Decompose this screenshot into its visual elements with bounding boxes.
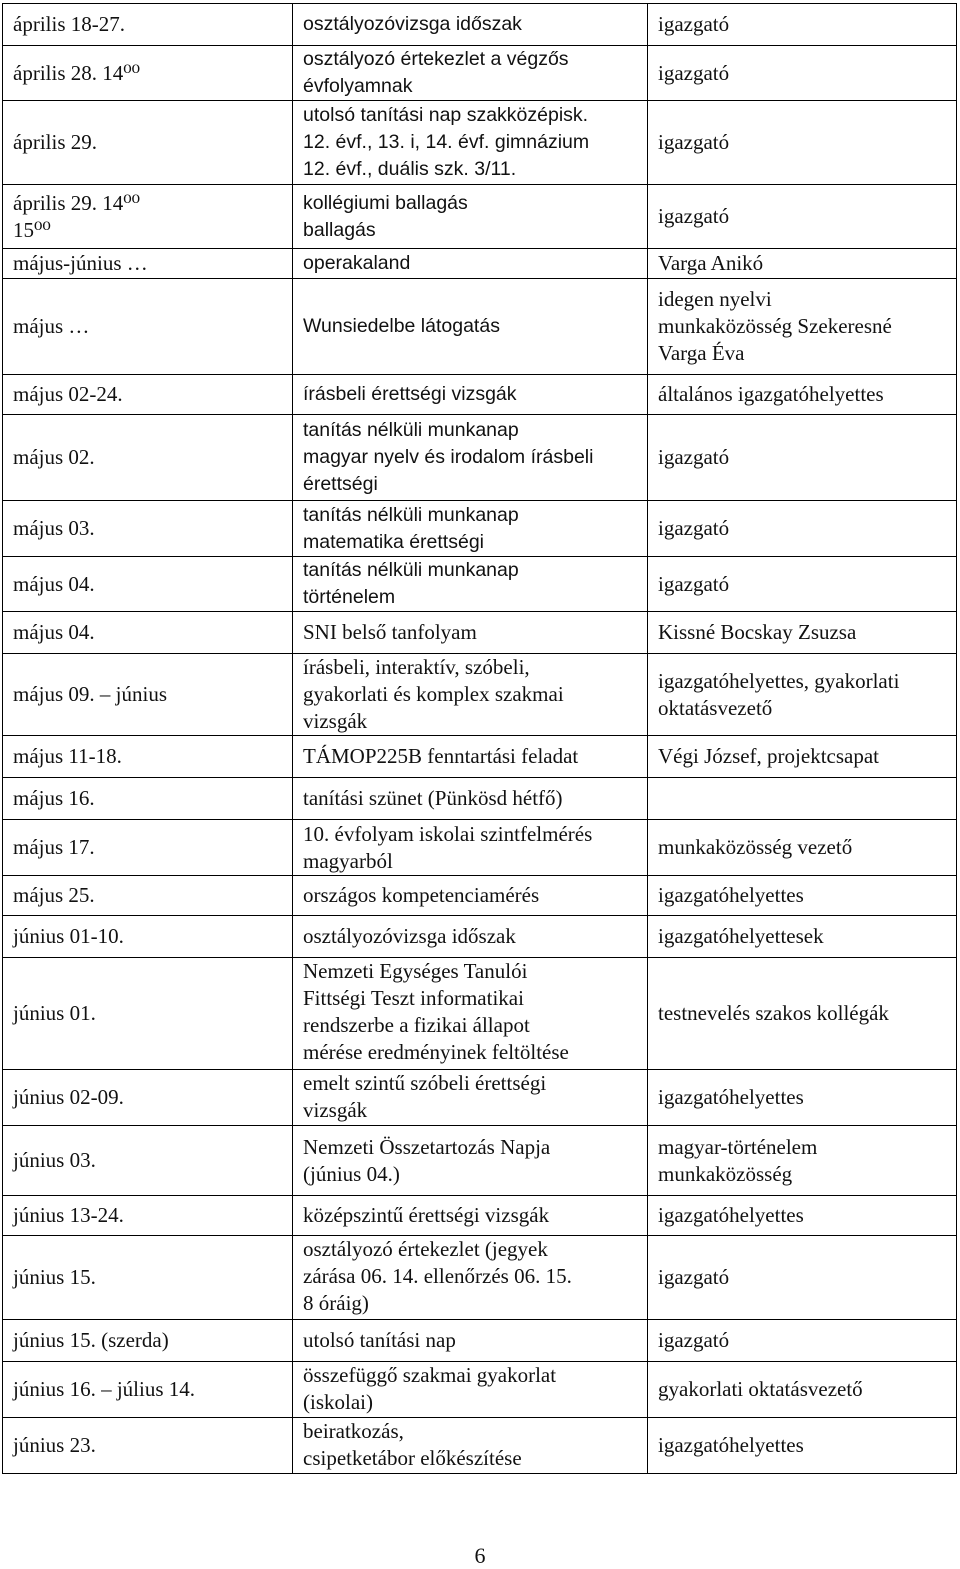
responsible-line: igazgatóhelyettes [658,1203,804,1227]
event-cell [293,557,648,612]
event-line: osztályozó értekezlet (jegyek [303,1237,548,1261]
date-cell [3,279,293,375]
event-line: Fittségi Teszt informatikai [303,986,524,1010]
event-cell [293,876,648,916]
date-line: május 09. – június [13,682,168,706]
event-cell [293,185,648,249]
event-line: TÁMOP225B fenntartási feladat [303,744,579,768]
event-line: vizsgák [303,709,368,733]
responsible-line: igazgatóhelyettesek [658,924,824,948]
table-row [3,654,957,736]
date-cell [3,101,293,185]
responsible-line: magyar-történelem [658,1134,818,1159]
event-line: évfolyamnak [303,75,413,97]
responsible-cell [648,1196,957,1236]
table-row [3,736,957,778]
event-line: Nemzeti Egységes Tanulói [303,959,528,983]
responsible-cell [648,736,957,778]
event-cell [293,101,648,185]
event-line: középszintű érettségi vizsgák [303,1203,550,1227]
responsible-line: igazgatóhelyettes [658,1085,804,1109]
table-row [3,876,957,916]
event-line: Nemzeti Összetartozás Napja [303,1134,551,1159]
date-line: június 15. (szerda) [13,1328,169,1352]
event-cell [293,736,648,778]
date-cell [3,1362,293,1418]
responsible-cell [648,1126,957,1196]
responsible-line: munkaközösség Szekeresné [658,314,892,338]
event-line: magyarból [303,848,393,873]
responsible-cell [648,46,957,101]
responsible-cell [648,101,957,185]
responsible-cell [648,820,957,876]
date-line: május 17. [13,835,95,859]
date-line: május 04. [13,571,95,596]
event-cell [293,501,648,557]
responsible-line: gyakorlati oktatásvezető [658,1377,863,1401]
responsible-line: igazgató [658,60,730,85]
event-line: tanítás nélküli munkanap [303,559,519,581]
date-line: április 18-27. [13,12,125,36]
date-cell [3,185,293,249]
table-row [3,778,957,820]
event-line: operakaland [303,252,411,274]
date-line: április 29. 14⁰⁰ [13,190,141,215]
date-line: május 02. [13,445,95,469]
date-cell [3,249,293,279]
table-row [3,46,957,101]
responsible-line: igazgatóhelyettes, gyakorlati [658,668,900,693]
responsible-cell [648,415,957,501]
event-line: tanítás nélküli munkanap [303,419,519,441]
date-line: május 04. [13,620,95,644]
date-cell [3,501,293,557]
responsible-line: munkaközösség vezető [658,835,853,859]
responsible-line: idegen nyelvi [658,287,772,311]
date-cell [3,1236,293,1320]
responsible-line: Varga Anikó [658,251,764,275]
event-cell [293,4,648,46]
date-cell [3,415,293,501]
table-row [3,501,957,557]
event-line: vizsgák [303,1098,368,1122]
event-line: (iskolai) [303,1390,373,1414]
responsible-line: igazgató [658,516,730,540]
event-line: 12. évf., 13. i, 14. évf. gimnázium [303,131,590,153]
event-line: tanítási szünet (Pünkösd hétfő) [303,786,563,810]
date-line: június 16. – július 14. [13,1377,196,1401]
responsible-cell [648,958,957,1070]
table-row [3,612,957,654]
responsible-cell [648,249,957,279]
date-cell [3,1070,293,1126]
event-line: gyakorlati és komplex szakmai [303,682,564,706]
responsible-cell [648,778,957,820]
responsible-cell [648,375,957,415]
table-row [3,1196,957,1236]
date-cell [3,375,293,415]
table-row [3,1362,957,1418]
event-line: magyar nyelv és irodalom írásbeli [303,446,594,468]
event-cell [293,916,648,958]
date-line: május 02-24. [13,382,123,406]
event-cell [293,1362,648,1418]
table-row [3,1236,957,1320]
table-row [3,1070,957,1126]
event-cell [293,415,648,501]
schedule-table [2,3,957,1474]
date-line: május-június … [13,251,148,275]
responsible-line: igazgató [658,204,730,228]
table-row [3,820,957,876]
event-line: rendszerbe a fizikai állapot [303,1013,530,1037]
date-line: május 25. [13,883,95,907]
responsible-cell [648,1070,957,1126]
date-line: június 15. [13,1265,96,1289]
event-cell [293,1196,648,1236]
table-row [3,375,957,415]
table-row [3,958,957,1070]
date-cell [3,1418,293,1474]
event-line: írásbeli, interaktív, szóbeli, [303,655,530,679]
responsible-line: testnevelés szakos kollégák [658,1001,889,1025]
date-line: június 02-09. [13,1085,124,1109]
responsible-line: igazgató [658,445,730,469]
event-line: összefüggő szakmai gyakorlat [303,1363,557,1387]
date-cell [3,654,293,736]
event-line: emelt szintű szóbeli érettségi [303,1071,547,1095]
event-line: utolsó tanítási nap [303,1328,456,1352]
table-row [3,916,957,958]
table-row [3,101,957,185]
event-cell [293,1418,648,1474]
responsible-cell [648,654,957,736]
date-cell [3,916,293,958]
date-cell [3,1320,293,1362]
responsible-cell [648,916,957,958]
schedule-body [3,4,957,1474]
event-line: érettségi [303,473,378,495]
event-line: osztályozó értekezlet a végzős [303,48,569,70]
date-line: május 16. [13,786,95,810]
responsible-line: igazgató [658,12,730,36]
responsible-cell [648,1418,957,1474]
date-cell [3,958,293,1070]
date-cell [3,876,293,916]
event-line: beiratkozás, [303,1419,404,1443]
date-line: 15⁰⁰ [13,217,51,242]
event-cell [293,46,648,101]
event-line: történelem [303,586,396,608]
responsible-line: igazgató [658,130,730,154]
date-cell [3,820,293,876]
responsible-cell [648,4,957,46]
event-cell [293,778,648,820]
date-line: május … [13,314,90,338]
table-row [3,279,957,375]
responsible-line: igazgató [658,571,730,596]
responsible-cell [648,279,957,375]
event-line: tanítás nélküli munkanap [303,503,519,526]
event-line: zárása 06. 14. ellenőrzés 06. 15. [303,1264,572,1288]
responsible-line: általános igazgatóhelyettes [658,382,884,406]
responsible-cell [648,1362,957,1418]
date-line: május 11-18. [13,744,122,768]
event-line: kollégiumi ballagás [303,191,468,214]
event-cell [293,1070,648,1126]
responsible-line: igazgatóhelyettes [658,1433,804,1457]
event-cell [293,1320,648,1362]
responsible-cell [648,185,957,249]
event-cell [293,375,648,415]
table-row [3,249,957,279]
event-line: mérése eredményinek feltöltése [303,1040,569,1064]
responsible-line: Kissné Bocskay Zsuzsa [658,620,857,644]
responsible-cell [648,1236,957,1320]
event-line: 12. évf., duális szk. 3/11. [303,158,517,180]
date-line: április 29. [13,130,97,154]
responsible-line: oktatásvezető [658,695,773,720]
table-row [3,1418,957,1474]
responsible-line: Varga Éva [658,341,745,365]
event-line: országos kompetenciamérés [303,883,540,907]
event-line: SNI belső tanfolyam [303,620,477,644]
event-cell [293,612,648,654]
event-cell [293,1236,648,1320]
page-number: 6 [474,1543,486,1568]
responsible-cell [648,876,957,916]
event-line: írásbeli érettségi vizsgák [303,383,517,405]
date-cell [3,1196,293,1236]
date-line: június 01-10. [13,924,124,948]
table-row [3,185,957,249]
event-cell [293,958,648,1070]
event-cell [293,654,648,736]
date-line: június 23. [13,1433,96,1457]
event-line: ballagás [303,218,376,241]
event-cell [293,1126,648,1196]
date-line: június 13-24. [13,1203,124,1227]
table-row [3,1320,957,1362]
date-cell [3,778,293,820]
date-line: június 03. [13,1148,96,1172]
responsible-line: Végi József, projektcsapat [658,744,880,768]
responsible-cell [648,612,957,654]
date-cell [3,612,293,654]
date-line: április 28. 14⁰⁰ [13,60,141,85]
event-line: matematika érettségi [303,530,484,553]
event-cell [293,820,648,876]
event-cell [293,279,648,375]
event-line: (június 04.) [303,1161,400,1186]
table-row [3,557,957,612]
responsible-line: munkaközösség [658,1161,793,1186]
date-cell [3,1126,293,1196]
date-cell [3,736,293,778]
table-row [3,1126,957,1196]
responsible-line: igazgató [658,1328,730,1352]
date-line: május 03. [13,516,95,540]
event-line: osztályozóvizsga időszak [303,924,516,948]
responsible-cell [648,501,957,557]
event-line: Wunsiedelbe látogatás [303,315,500,337]
event-line: utolsó tanítási nap szakközépisk. [303,104,589,126]
date-line: június 01. [13,1001,96,1025]
responsible-line: igazgató [658,1265,730,1289]
responsible-cell [648,557,957,612]
event-line: csipetketábor előkészítése [303,1446,522,1470]
responsible-line: igazgatóhelyettes [658,883,804,907]
table-row [3,4,957,46]
table-row [3,415,957,501]
event-cell [293,249,648,279]
date-cell [3,557,293,612]
event-line: 8 óráig) [303,1291,369,1315]
event-line: osztályozóvizsga időszak [303,13,522,35]
date-cell [3,46,293,101]
event-line: 10. évfolyam iskolai szintfelmérés [303,821,593,846]
date-cell [3,4,293,46]
responsible-cell [648,1320,957,1362]
